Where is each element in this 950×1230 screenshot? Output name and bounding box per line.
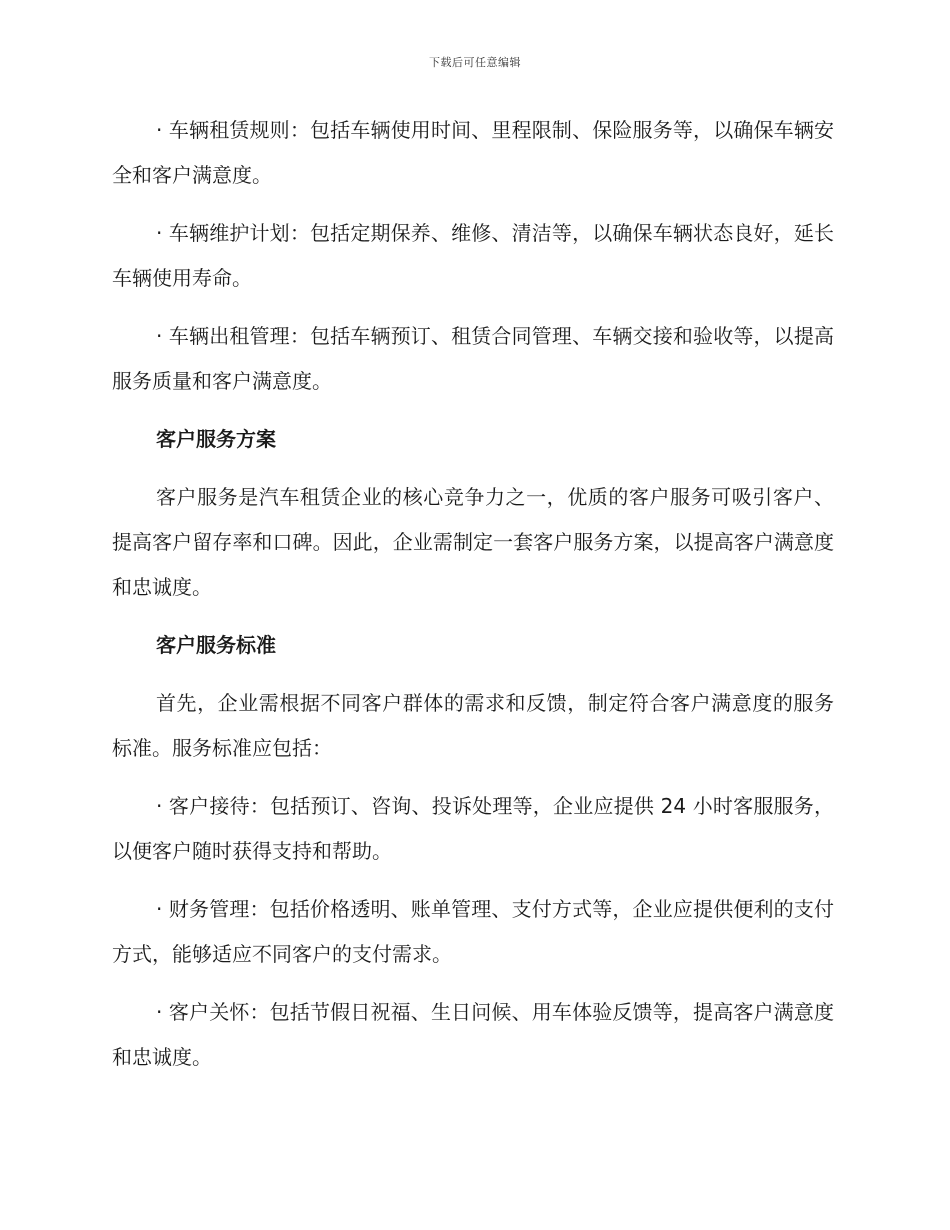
document-body: [112, 108, 834, 1093]
header-note: 下载后可任意编辑: [429, 56, 521, 69]
paragraph-maintenance-plan: · 车辆维护计划：包括定期保养、维修、清洁等，以确保车辆状态良好，延长车辆使用寿命。: [112, 221, 834, 290]
paragraph-customer-care: · 客户关怀：包括节假日祝福、生日问候、用车体验反馈等，提高客户满意度和忠诚度。: [112, 1000, 834, 1069]
heading-customer-service-plan: 客户服务方案: [156, 427, 276, 451]
paragraph-customer-service-intro: 客户服务是汽车租赁企业的核心竞争力之一，优质的客户服务可吸引客户、提高客户留存率和口碑。因此，企业需制定一套客户服务方案，以提高客户满意度和忠诚度。: [112, 485, 834, 599]
heading-customer-service-standard: 客户服务标准: [156, 633, 276, 657]
paragraph-standard-intro: 首先，企业需根据不同客户群体的需求和反馈，制定符合客户满意度的服务标准。服务标准应包括：: [112, 691, 834, 760]
paragraph-customer-reception: · 客户接待：包括预订、咨询、投诉处理等，企业应提供 24 小时客服服务，以便客户随时获得支持和帮助。: [112, 794, 834, 863]
paragraph-financial-management: · 财务管理：包括价格透明、账单管理、支付方式等，企业应提供便利的支付方式，能够适应不同客户的支付需求。: [112, 897, 834, 966]
paragraph-rental-rules: · 车辆租赁规则：包括车辆使用时间、里程限制、保险服务等，以确保车辆安全和客户满意度。: [112, 118, 834, 187]
paragraph-rental-management: · 车辆出租管理：包括车辆预订、租赁合同管理、车辆交接和验收等，以提高服务质量和客户满意度。: [112, 324, 834, 393]
